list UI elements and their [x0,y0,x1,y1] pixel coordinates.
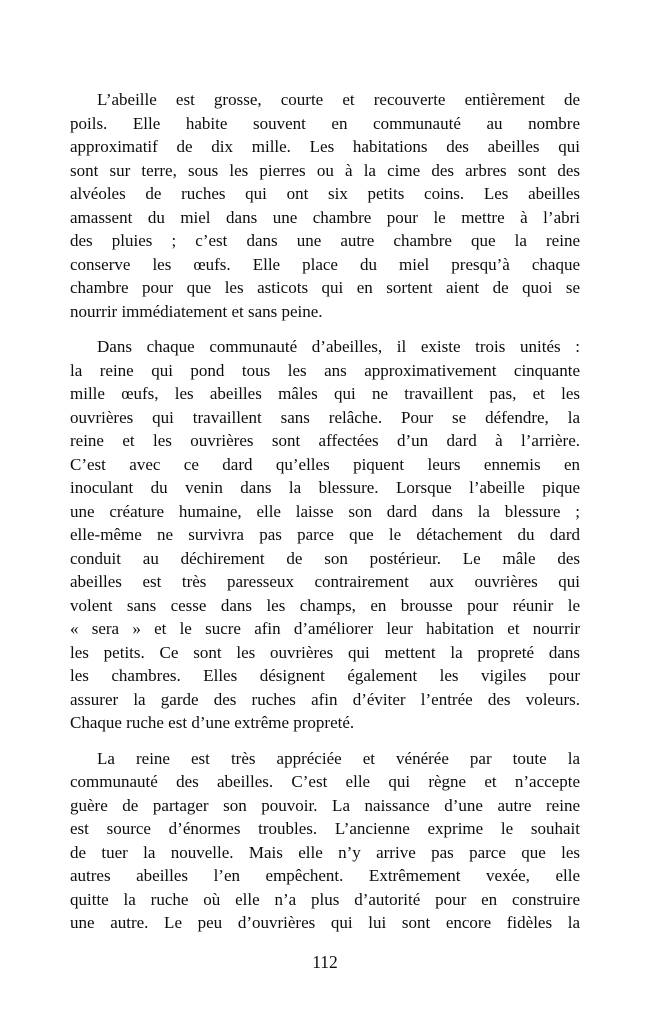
text-line: chambre pour que les asticots qui en sortent aient de quoi se [70,278,580,297]
text-line: elle-même ne survivra pas parce que le détachement du dard [70,525,580,544]
text-line: sont sur terre, sous les pierres ou à la cime des arbres sont des [70,160,580,180]
text-line: mille œufs, les abeilles mâles qui ne travaillent pas, et les [70,384,580,403]
text-line: amassent du miel dans une chambre pour le mettre à l’abri [70,207,580,227]
text-line: alvéoles de ruches qui ont six petits coins. Les abeilles [70,184,580,203]
text-line: Chaque ruche est d’une extrême propreté. [70,713,355,732]
paragraph-queen-reign [70,747,580,935]
text-line: les chambres. Elles désignent également les vigiles pour [70,666,580,685]
text-line: assurer la garde des ruches afin d’éviter l’entrée des voleurs. [70,689,580,709]
paragraph-bee-description [70,88,580,323]
text-line: abeilles est très paresseux contrairement aux ouvrières qui [70,572,580,591]
text-line: les petits. Ce sont les ouvrières qui mettent la propreté dans [70,642,580,662]
text-line: « sera » et le sucre afin d’améliorer leur habitation et nourrir [70,619,580,638]
text-line: une autre. Le peu d’ouvrières qui lui sont encore fidèles la [70,913,580,932]
text-line: conserve les œufs. Elle place du miel presqu’à chaque [70,254,580,274]
page-number: 112 [312,952,338,972]
text-line: L’abeille est grosse, courte et recouverte entièrement de [97,90,580,109]
text-line: approximatif de dix mille. Les habitations des abeilles qui [70,137,580,156]
text-line: inoculant du venin dans la blessure. Lorsque l’abeille pique [70,478,580,497]
text-line: nourrir immédiatement et sans peine. [70,301,323,321]
text-line: ouvrières qui travaillent sans relâche. Pour se défendre, la [70,407,580,427]
text-line: Dans chaque communauté d’abeilles, il existe trois unités : [97,337,580,356]
text-line: des pluies ; c’est dans une autre chambre que la reine [70,231,580,250]
page-text-block [70,88,580,935]
text-line: autres abeilles l’en empêchent. Extrêmement vexée, elle [70,866,580,885]
text-line: guère de partager son pouvoir. La naissance d’une autre reine [70,795,580,815]
text-line: quitte la ruche où elle n’a plus d’autorité pour en construire [70,889,580,909]
text-line: la reine qui pond tous les ans approximativement cinquante [70,360,580,380]
text-line: est source d’énormes troubles. L’ancienne exprime le souhait [70,819,580,838]
text-line: volent sans cesse dans les champs, en brousse pour réunir le [70,595,580,615]
text-line: reine et les ouvrières sont affectées d’un dard à l’arrière. [70,431,580,450]
text-line: de tuer la nouvelle. Mais elle n’y arrive pas parce que les [70,842,580,862]
text-line: La reine est très appréciée et vénérée par toute la [97,748,580,768]
paragraph-community-units [70,335,580,735]
text-line: conduit au déchirement de son postérieur. Le mâle des [70,548,580,568]
text-line: une créature humaine, elle laisse son dard dans la blessure ; [70,501,580,521]
text-line: communauté des abeilles. C’est elle qui règne et n’accepte [70,772,580,791]
text-line: C’est avec ce dard qu’elles piquent leurs ennemis en [70,454,580,474]
text-line: poils. Elle habite souvent en communauté au nombre [70,113,580,133]
